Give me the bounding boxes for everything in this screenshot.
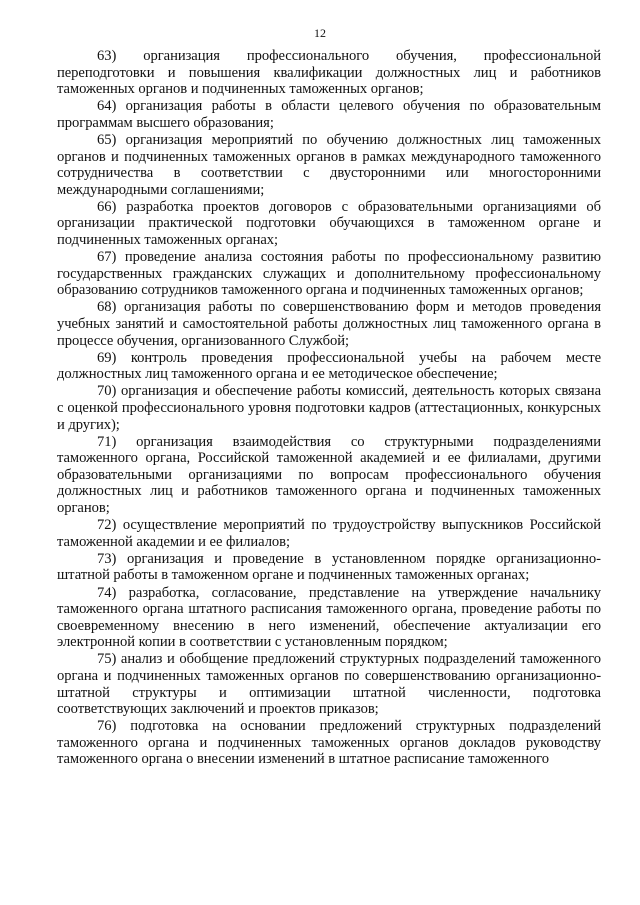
- list-item: 66) разработка проектов договоров с образовательными организациями об организации практической подготовки обучающихся в таможенном органе и подчиненных таможенных органах;: [57, 198, 601, 249]
- list-item: 74) разработка, согласование, представление на утверждение начальнику таможенного органа штатного расписания таможенного органа, проведение работы по своевременному внесению в него изменений, обеспечение актуализации его электронной копии в соответствии с установленным порядком;: [57, 584, 601, 651]
- list-item: 63) организация профессионального обучения, профессиональной переподготовки и повышения квалификации должностных лиц и работников таможенных органов и подчиненных таможенных органов;: [57, 48, 601, 98]
- document-body: [57, 48, 601, 769]
- list-item: 67) проведение анализа состояния работы по профессиональному развитию государственных гражданских служащих и дополнительному профессиональному образованию сотрудников таможенного органа и подчиненных таможенных органов;: [57, 249, 601, 299]
- list-item: 72) осуществление мероприятий по трудоустройству выпускников Российской таможенной академии и ее филиалов;: [57, 517, 601, 550]
- list-item: 68) организация работы по совершенствованию форм и методов проведения учебных занятий и самостоятельной работы должностных лиц таможенного органа в процессе обучения, организованного Службой;: [57, 299, 601, 349]
- list-item: 70) организация и обеспечение работы комиссий, деятельность которых связана с оценкой профессионального уровня подготовки кадров (аттестационных, конкурсных и других);: [57, 383, 601, 433]
- list-item: 71) организация взаимодействия со структурными подразделениями таможенного органа, Российской таможенной академией и ее филиалами, другими образовательными организациями по вопросам профессионального обучения должностных лиц и работников таможенного органа и подчиненных таможенных органов;: [57, 433, 601, 517]
- list-item: 65) организация мероприятий по обучению должностных лиц таможенных органов и подчиненных таможенных органов в рамках международного таможенного сотрудничества в соответствии с двусторонними или многосторонними международными соглашениями;: [57, 131, 601, 198]
- list-item: 64) организация работы в области целевого обучения по образовательным программам высшего образования;: [57, 98, 601, 131]
- list-item: 76) подготовка на основании предложений структурных подразделений таможенного органа и подчиненных таможенных органов докладов руководству таможенного органа о внесении изменений в штатное расписание таможенного: [57, 718, 601, 768]
- list-item: 75) анализ и обобщение предложений структурных подразделений таможенного органа и подчиненных таможенных органов по совершенствованию организационно-штатной структуры и оптимизации штатной численности, подготовка соответствующих заключений и проектов приказов;: [57, 651, 601, 718]
- list-item: 69) контроль проведения профессиональной учебы на рабочем месте должностных лиц таможенного органа и ее методическое обеспечение;: [57, 349, 601, 383]
- page-number: 12: [314, 26, 326, 40]
- list-item: 73) организация и проведение в установленном порядке организационно-штатной работы в таможенном органе и подчиненных таможенных органах;: [57, 550, 601, 584]
